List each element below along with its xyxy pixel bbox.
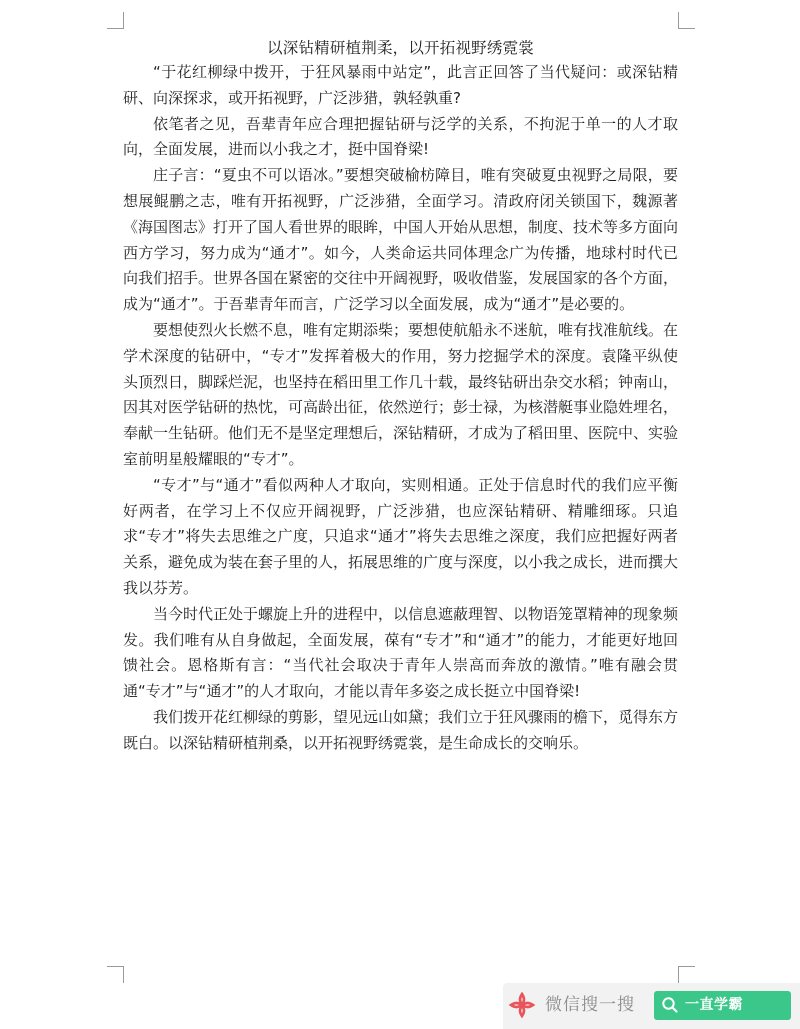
paragraph: “于花红柳绿中拨开，于狂风暴雨中站定”，此言正回答了当代疑问：或深钻精研、向深探求，或开拓视野，广泛涉猎，孰轻孰重?: [123, 63, 678, 107]
search-account-label: 一直学霸: [685, 997, 743, 1013]
paragraph: 我们拨开花红柳绿的剪影，望见远山如黛；我们立于狂风骤雨的檐下，觅得东方既白。以深钻精研植荆桑，以开拓视野绣霓裳，是生命成长的交响乐。: [123, 707, 679, 752]
page-corner-mark-bottom-left: [107, 966, 124, 983]
wechat-search-text: 微信搜一搜: [545, 995, 635, 1015]
paragraph: 庄子言：“夏虫不可以语冰。”要想突破榆枋障目，唯有突破夏虫视野之局限，要想展鲲鹏之志，唯有开拓视野，广泛涉猎，全面学习。清政府闭关锁国下，魏源著《海国图志》打开了国人看世界的眼眸，中国人开始从思想，制度、技术等多方面向西方学习，努力成为“通才”。如今，人类命运共同体理念广为传播，地球村时代已向我们招手。世界各国在紧密的交往中开阔视野，吸收借鉴，发展国家的各个方面，成为“通才”。于吾辈青年而言，广泛学习以全面发展，成为“通才”是必要的。: [123, 166, 679, 314]
page-corner-mark-bottom-right: [678, 966, 695, 983]
paragraph: 要想使烈火长燃不息，唯有定期添柴；要想使航船永不迷航，唯有找准航线。在学术深度的钻研中，“专才”发挥着极大的作用，努力挖掘学术的深度。袁隆平纵使头顶烈日，脚踩烂泥，也坚持在稻田里工作几十载，最终钻研出杂交水稻；钟南山，因其对医学钻研的热忱，可高龄出征，依然逆行；彭士禄，为核潜艇事业隐姓埋名，奉献一生钻研。他们无不是坚定理想后，深钻精研，才成为了稻田里、医院中、实验室前明星般耀眼的“专才”。: [123, 320, 679, 468]
document-title: 以深钻精研植荆柔，以开拓视野绣霓裳: [267, 39, 534, 57]
paragraph: 当今时代正处于螺旋上升的进程中，以信息遮蔽理智、以物语笼罩精神的现象频发。我们唯有从自身做起，全面发展，葆有“专才”和“通才”的能力，才能更好地回馈社会。恩格斯有言：“当代社会取决于青年人崇高而奔放的激情。”唯有融会贯通“专才”与“通才”的人才取向，才能以青年多姿之成长挺立中国脊梁!: [123, 604, 679, 701]
search-account-button[interactable]: [654, 991, 791, 1020]
paragraph: “专才”与“通才”看似两种人才取向，实则相通。正处于信息时代的我们应平衡好两者，在学习上不仅应开阔视野，广泛涉猎，也应深钻精研、精雕细琢。只追求“专才”将失去思维之广度，只追求“通才”将失去思维之深度，我们应把握好两者关系，避免成为装在套子里的人，拓展思维的广度与深度，以小我之成长，进而撰大我以芬芳。: [123, 475, 679, 597]
page-corner-mark-top-right: [678, 12, 695, 29]
wechat-search-logo-icon: [507, 990, 537, 1020]
paragraph: 依笔者之见，吾辈青年应合理把握钻研与泛学的关系，不拘泥于单一的人才取向，全面发展，进而以小我之才，挺中国脊梁!: [123, 114, 678, 159]
document-body: [123, 60, 678, 757]
search-icon: [661, 996, 679, 1014]
page-corner-mark-top-left: [107, 12, 124, 29]
